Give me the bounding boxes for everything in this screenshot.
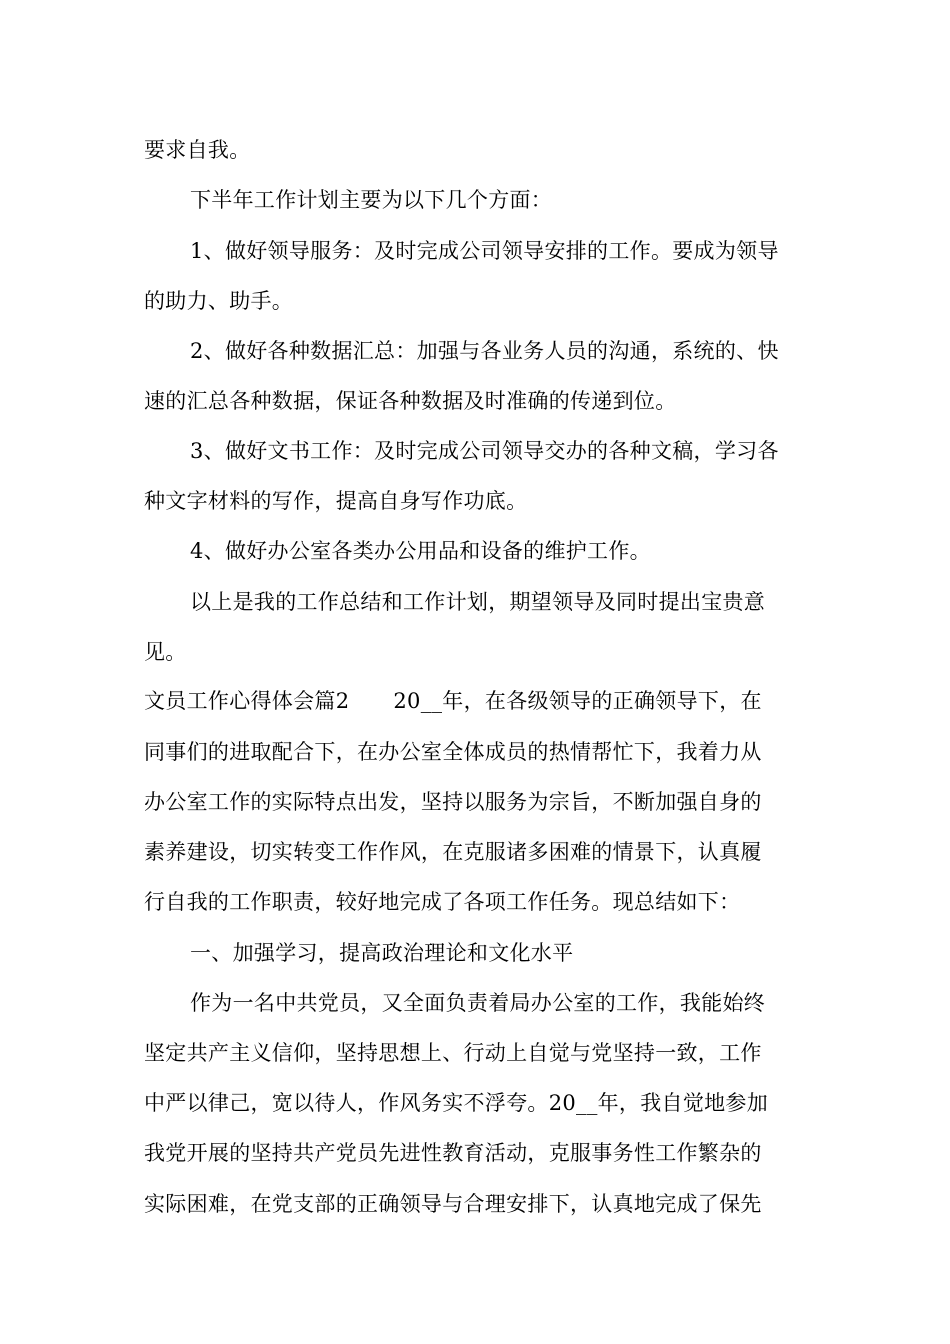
- section-heading-line: [144, 686, 762, 716]
- text-line: 种文字材料的写作，提高自身写作功底。: [144, 489, 528, 513]
- text-line: 的助力、助手。: [144, 289, 294, 313]
- text-line: 速的汇总各种数据，保证各种数据及时准确的传递到位。: [144, 389, 677, 413]
- text-line: 以上是我的工作总结和工作计划，期望领导及同时提出宝贵意: [190, 590, 766, 614]
- text-line: 坚定共产主义信仰，坚持思想上、行动上自觉与党坚持一致，工作: [144, 1041, 762, 1065]
- text-line: 见。: [144, 640, 187, 664]
- text-line: 实际困难，在党支部的正确领导与合理安排下，认真地完成了保先: [144, 1192, 762, 1216]
- text-line: 中严以律己，宽以待人，作风务实不浮夸。20__年，我自觉地参加: [144, 1091, 769, 1115]
- section-title: 文员工作心得体会篇2: [144, 689, 350, 713]
- text-line: 办公室工作的实际特点出发，坚持以服务为宗旨，不断加强自身的: [144, 790, 762, 814]
- text-line: 4、做好办公室各类办公用品和设备的维护工作。: [190, 539, 651, 563]
- text-line: 要求自我。: [144, 138, 251, 162]
- text-line: 我党开展的坚持共产党员先进性教育活动，克服事务性工作繁杂的: [144, 1141, 762, 1165]
- subheading: 一、加强学习，提高政治理论和文化水平: [190, 941, 574, 965]
- text-line: 20__年，在各级领导的正确领导下，在: [393, 689, 762, 713]
- text-line: 2、做好各种数据汇总：加强与各业务人员的沟通，系统的、快: [190, 339, 779, 363]
- text-line: 行自我的工作职责，较好地完成了各项工作任务。现总结如下：: [144, 890, 741, 914]
- text-line: 素养建设，切实转变工作作风，在克服诸多困难的情景下，认真履: [144, 840, 762, 864]
- text-line: 作为一名中共党员，又全面负责着局办公室的工作，我能始终: [190, 991, 766, 1015]
- text-line: 1、做好领导服务：及时完成公司领导安排的工作。要成为领导: [190, 239, 779, 263]
- text-line: 同事们的进取配合下，在办公室全体成员的热情帮忙下，我着力从: [144, 740, 762, 764]
- text-line: 3、做好文书工作：及时完成公司领导交办的各种文稿，学习各: [190, 439, 779, 463]
- text-line: 下半年工作计划主要为以下几个方面：: [190, 188, 553, 212]
